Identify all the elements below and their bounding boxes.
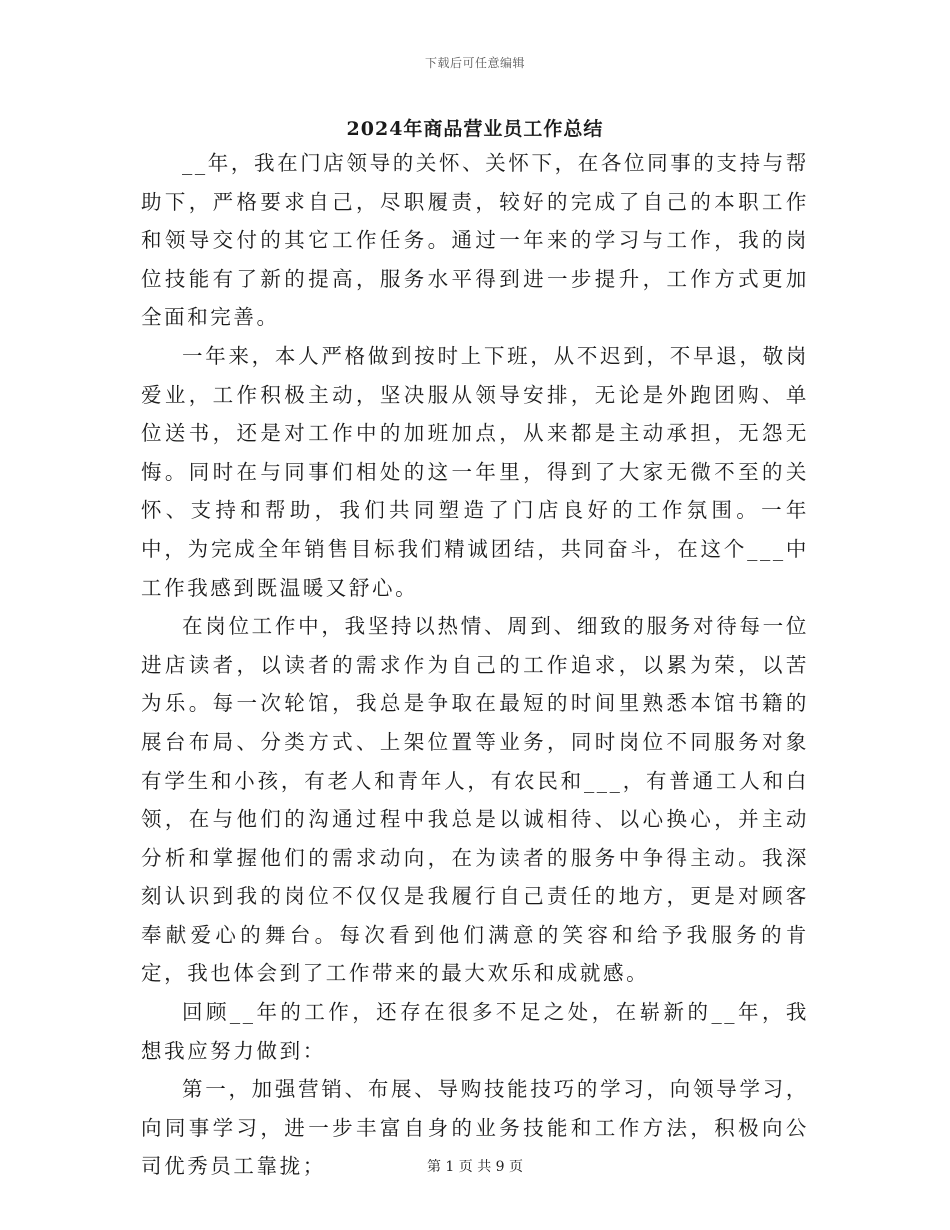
paragraph-4: 回顾__年的工作，还存在很多不足之处，在崭新的__年，我想我应努力做到： [141, 1000, 809, 1063]
document-body [141, 144, 809, 1186]
paragraph-1: __年，我在门店领导的关怀、关怀下，在各位同事的支持与帮助下，严格要求自己，尽职履责，较好的完成了自己的本职工作和领导交付的其它工作任务。通过一年来的学习与工作，我的岗位技能有了新的提高，服务水平得到进一步提升，工作方式更加全面和完善。 [141, 151, 809, 330]
paragraph-5: 第一，加强营销、布展、导购技能技巧的学习，向领导学习，向同事学习，进一步丰富自身的业务技能和工作方法，积极向公司优秀员工靠拢； [141, 1077, 809, 1179]
paragraph-2: 一年来，本人严格做到按时上下班，从不迟到，不早退，敬岗爱业，工作积极主动，坚决服从领导安排，无论是外跑团购、单位送书，还是对工作中的加班加点，从来都是主动承担，无怨无悔。同时在与同事们相处的这一年里，得到了大家无微不至的关怀、支持和帮助，我们共同塑造了门店良好的工作氛围。一年中，为完成全年销售目标我们精诚团结，共同奋斗，在这个___中工作我感到既温暖又舒心。 [141, 343, 809, 600]
page-footer: 第 1 页 共 9 页 [426, 1159, 524, 1175]
paragraph-3: 在岗位工作中，我坚持以热情、周到、细致的服务对待每一位进店读者，以读者的需求作为自己的工作追求，以累为荣，以苦为乐。每一次轮馆，我总是争取在最短的时间里熟悉本馆书籍的展台布局、分类方式、上架位置等业务，同时岗位不同服务对象有学生和小孩，有老人和青年人，有农民和___，有普通工人和白领，在与他们的沟通过程中我总是以诚相待、以心换心，并主动分析和掌握他们的需求动向，在为读者的服务中争得主动。我深刻认识到我的岗位不仅仅是我履行自己责任的地方，更是对顾客奉献爱心的舞台。每次看到他们满意的笑容和给予我服务的肯定，我也体会到了工作带来的最大欢乐和成就感。 [141, 614, 809, 986]
document-title: 2024年商品营业员工作总结 [346, 118, 604, 140]
header-note: 下载后可任意编辑 [424, 56, 525, 70]
